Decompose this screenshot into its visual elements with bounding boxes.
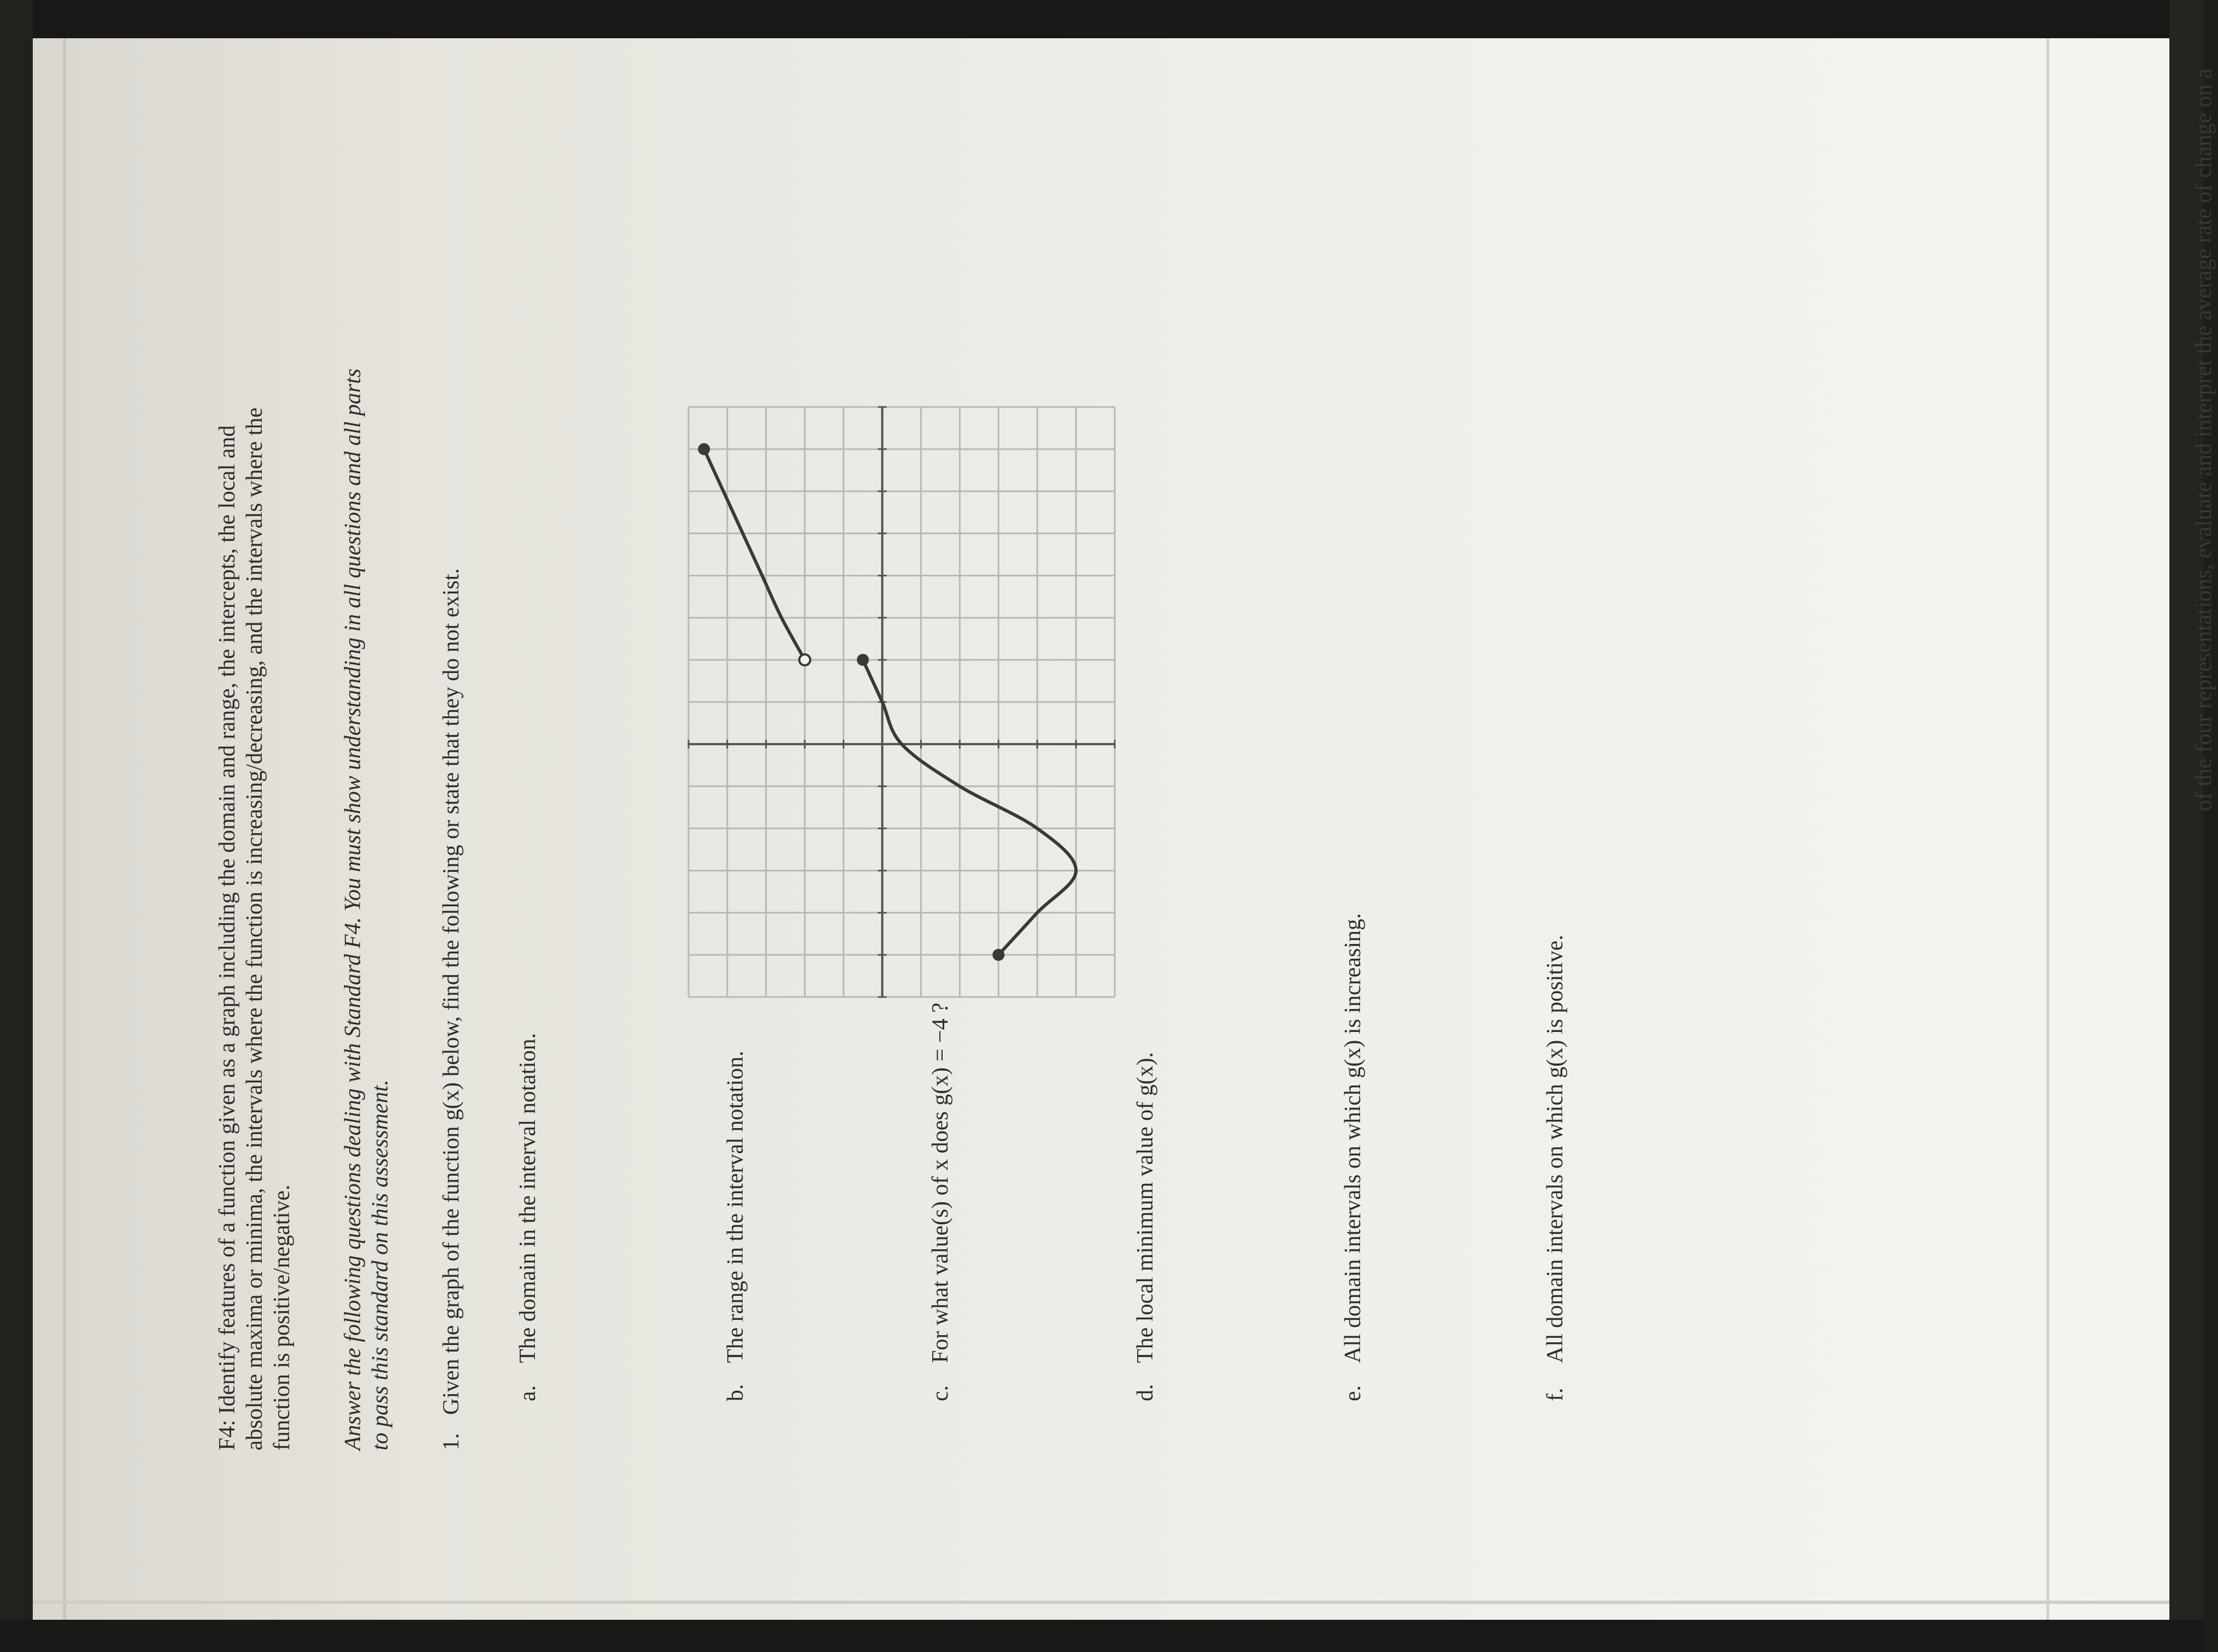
part-b-letter: b. (723, 1384, 748, 1401)
part-e-text: All domain intervals on which g(x) is increasing. (1340, 913, 1366, 1363)
photo-left-border (0, 0, 33, 1652)
part-f-text: All domain intervals on which g(x) is positive. (1543, 935, 1568, 1363)
closed-endpoint-dot (857, 654, 869, 666)
graph-svg (678, 396, 1126, 1008)
open-endpoint-circle (799, 654, 810, 665)
part-f-letter: f. (1543, 1388, 1568, 1401)
part-a-letter: a. (515, 1385, 540, 1401)
closed-endpoint-dot (992, 949, 1004, 961)
part-a-text: The domain in the interval notation. (515, 1032, 540, 1363)
worksheet-page (33, 38, 2216, 1620)
part-c-text: For what value(s) of x does g(x) = −4 ? (928, 1002, 953, 1363)
function-graph (678, 396, 1126, 1008)
standard-line-1: F4: Identify features of a function given as a graph including the domain and range, the intercepts, the local and (215, 425, 240, 1450)
photo-bottom-border (0, 1620, 2203, 1652)
graph-curve-segment-2 (704, 449, 804, 660)
closed-endpoint-dot (698, 443, 710, 455)
question-number: 1. (439, 1433, 464, 1450)
rotated-page-content (33, 38, 2216, 1620)
part-d-text: The local minimum value of g(x). (1133, 1052, 1158, 1363)
graph-curve-segment-1 (863, 660, 1076, 955)
photo-top-border (0, 0, 2203, 38)
instructions-line-2: to pass this standard on this assessment. (368, 1079, 393, 1450)
part-e-letter: e. (1340, 1385, 1366, 1401)
standard-line-2: absolute maxima or minima, the intervals where the function is increasing/decreasing, and the intervals where the (242, 407, 267, 1450)
instructions-line-1: Answer the following questions dealing with Standard F4. You must show understanding in all questions and all parts (340, 368, 366, 1450)
part-b-text: The range in the interval notation. (723, 1051, 748, 1363)
part-c-letter: c. (928, 1385, 953, 1401)
question-text: Given the graph of the function g(x) below, find the following or state that they do not exist. (439, 568, 464, 1415)
part-d-letter: d. (1133, 1384, 1158, 1401)
standard-line-3: function is positive/negative. (269, 1184, 295, 1450)
footer-partial-text: of the four representations, evaluate and interpret the average rate of change on a (2191, 68, 2216, 811)
